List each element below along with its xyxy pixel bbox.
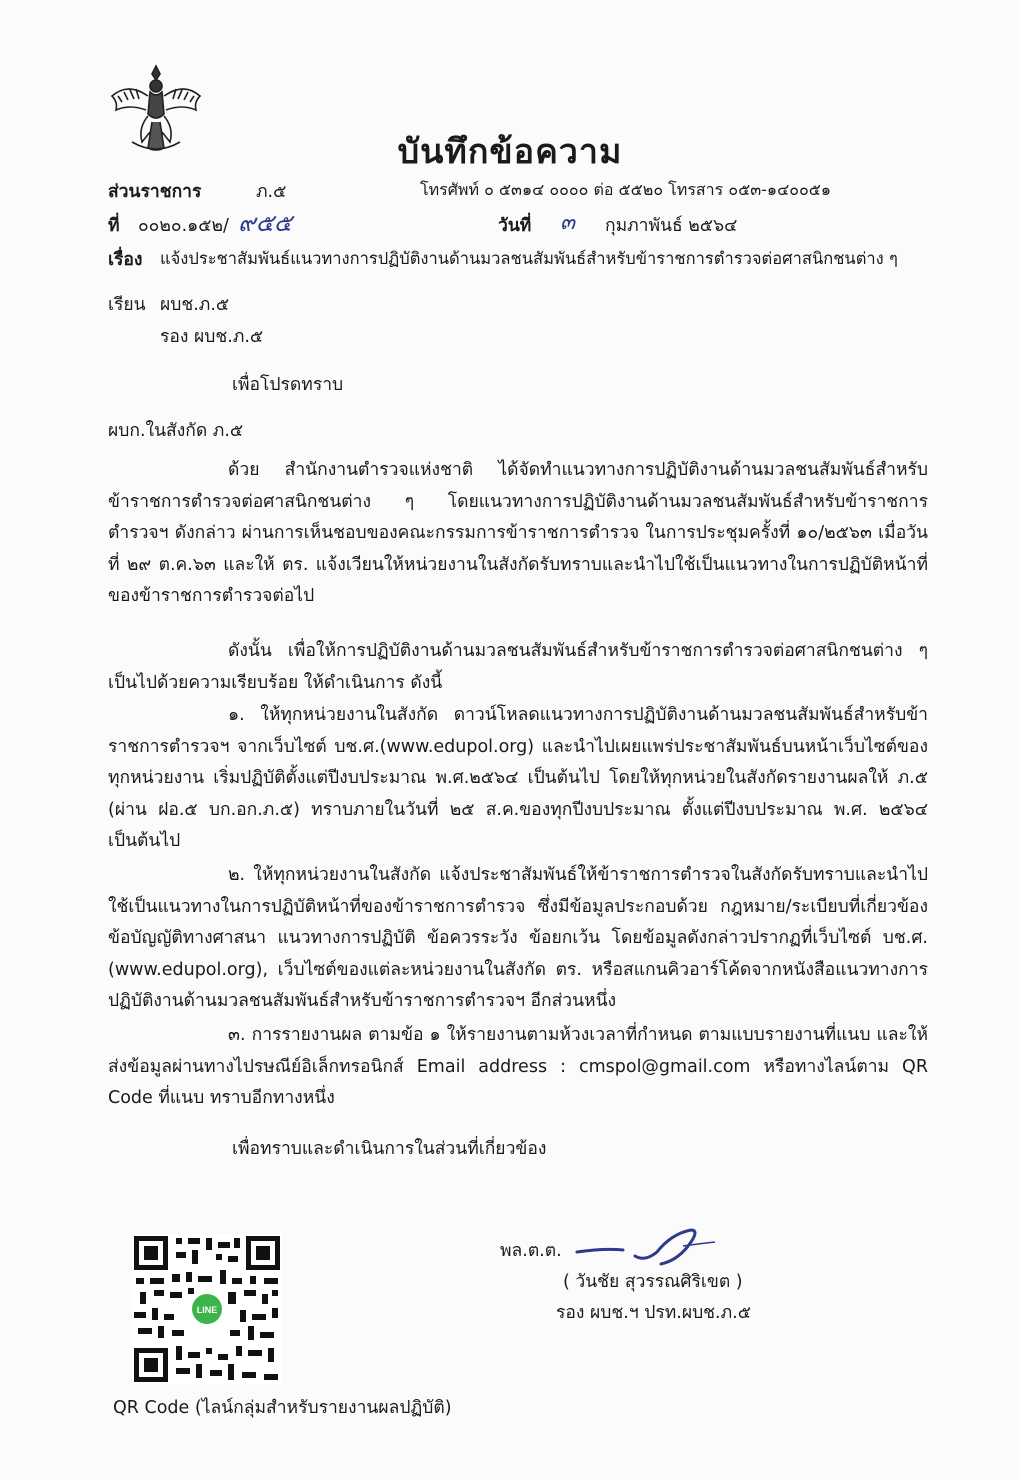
line-qr-code[interactable] [132, 1234, 282, 1384]
item-3-section [108, 1020, 928, 1115]
department-label: ส่วนราชการ [108, 182, 202, 202]
subject-label: เรื่อง [108, 250, 143, 270]
reference-handwritten: ๙๕๕ [238, 209, 292, 237]
paragraph-1: ด้วย สำนักงานตำรวจแห่งชาติ ได้จัดทำแนวทางการปฏิบัติงานด้านมวลชนสัมพันธ์สำหรับข้าราชการตำรวจต่อศาสนิกชนต่าง ๆ โดยแนวทางการปฏิบัติงานด้านมวลชนสัมพันธ์สำหรับข้าราชการตำรวจฯ ดังกล่าว ผ่านการเห็นชอบของคณะกรรมการข้าราชการตำรวจ ในการประชุมครั้งที่ ๑๐/๒๕๖๓ เมื่อวันที่ ๒๙ ต.ค.๖๓ และให้ ตร. แจ้งเวียนให้หน่วยงานในสังกัดรับทราบและนำไปใช้เป็นแนวทางในการปฏิบัติหน้าที่ของข้าราชการตำรวจต่อไป [108, 460, 928, 606]
item-1-section [108, 700, 928, 858]
subject-value: แจ้งประชาสัมพันธ์แนวทางการปฏิบัติงานด้านมวลชนสัมพันธ์สำหรับข้าราชการตำรวจต่อศาสนิกชนต่าง ๆ [160, 249, 898, 268]
reference-label: ที่ [108, 216, 120, 236]
item-1: ๑. ให้ทุกหน่วยงานในสังกัด ดาวน์โหลดแนวทางการปฏิบัติงานด้านมวลชนสัมพันธ์สำหรับข้าราชการตำรวจฯ จากเว็บไซต์ บช.ศ.(www.edupol.org) และนำไปเผยแพร่ประชาสัมพันธ์บนหน้าเว็บไซต์ของทุกหน่วยงาน เริ่มปฏิบัติตั้งแต่ปีงบประมาณ พ.ศ.๒๕๖๔ เป็นต้นไป โดยให้ทุกหน่วยในสังกัดรายงานผลให้ ภ.๕ (ผ่าน ฝอ.๕ บก.อก.ภ.๕) ทราบภายในวันที่ ๒๕ ส.ค.ของทุกปีงบประมาณ ตั้งแต่ปีงบประมาณ พ.ศ. ๒๕๖๔ เป็นต้นไป [108, 705, 928, 851]
department-value: ภ.๕ [256, 182, 287, 202]
qr-caption: QR Code (ไลน์กลุ่มสำหรับรายงานผลปฏิบัติ) [113, 1398, 452, 1418]
signature-rank: พล.ต.ต. [500, 1241, 562, 1261]
reference-number: ๐๐๒๐.๑๕๒/ [138, 216, 229, 236]
recipient: ผบก.ในสังกัด ภ.๕ [108, 421, 244, 441]
item-2: ๒. ให้ทุกหน่วยงานในสังกัด แจ้งประชาสัมพันธ์ให้ข้าราชการตำรวจในสังกัดรับทราบและนำไปใช้เป็นแนวทางในการปฏิบัติหน้าที่ของข้าราชการตำรวจ ซึ่งมีข้อมูลประกอบด้วย กฎหมาย/ระเบียบที่เกี่ยวข้อง ข้อบัญญัติทางศาสนา แนวทางการปฏิบัติ ข้อควรระวัง ข้อยกเว้น โดยข้อมูลดังกล่าวปรากฏที่เว็บไซต์ บช.ศ.(www.edupol.org), เว็บไซต์ของแต่ละหน่วยงานในสังกัด ตร. หรือสแกนคิวอาร์โค้ดจากหนังสือแนวทางการปฏิบัติงานด้านมวลชนสัมพันธ์สำหรับข้าราชการตำรวจฯ อีกส่วนหนึ่ง [108, 865, 928, 1011]
paragraph-2: ดังนั้น เพื่อให้การปฏิบัติงานด้านมวลชนสัมพันธ์สำหรับข้าราชการตำรวจต่อศาสนิกชนต่าง ๆ เป็นไปด้วยความเรียบร้อย ให้ดำเนินการ ดังนี้ [108, 641, 928, 693]
phone-fax: โทรศัพท์ ๐ ๕๓๑๔ ๐๐๐๐ ต่อ ๕๕๒๐ โทรสาร ๐๕๓-๑๔๐๐๕๑ [420, 180, 831, 199]
for-info: เพื่อโปรดทราบ [232, 375, 344, 395]
date-day-handwritten: ๓ [560, 210, 576, 235]
body-section-2 [108, 636, 928, 699]
to-line-2: รอง ผบช.ภ.๕ [160, 327, 264, 347]
body-section [108, 455, 928, 613]
signature-position: รอง ผบช.ฯ ปรท.ผบช.ภ.๕ [556, 1303, 751, 1323]
item-3: ๓. การรายงานผล ตามข้อ ๑ ให้รายงานตามห้วงเวลาที่กำหนด ตามแบบรายงานที่แนบ และให้ส่งข้อมูลผ่านทางไปรษณีย์อิเล็กทรอนิกส์ Email address : cmspol@gmail.com หรือทางไลน์ตาม QR Code ที่แนบ ทราบอีกทางหนึ่ง [108, 1025, 928, 1108]
memo-title: บันทึกข้อความ [397, 132, 623, 172]
to-label: เรียน [108, 295, 146, 315]
handwritten-signature [575, 1222, 720, 1272]
item-2-section [108, 860, 928, 1018]
signature-name: ( วันชัย สุวรรณศิริเขต ) [563, 1272, 743, 1292]
line-logo-text: LINE [196, 1305, 218, 1315]
closing-line: เพื่อทราบและดำเนินการในส่วนที่เกี่ยวข้อง [232, 1139, 547, 1159]
date-rest: กุมภาพันธ์ ๒๕๖๔ [605, 216, 738, 236]
to-line-1: ผบช.ภ.๕ [160, 295, 230, 315]
date-label: วันที่ [498, 216, 532, 236]
